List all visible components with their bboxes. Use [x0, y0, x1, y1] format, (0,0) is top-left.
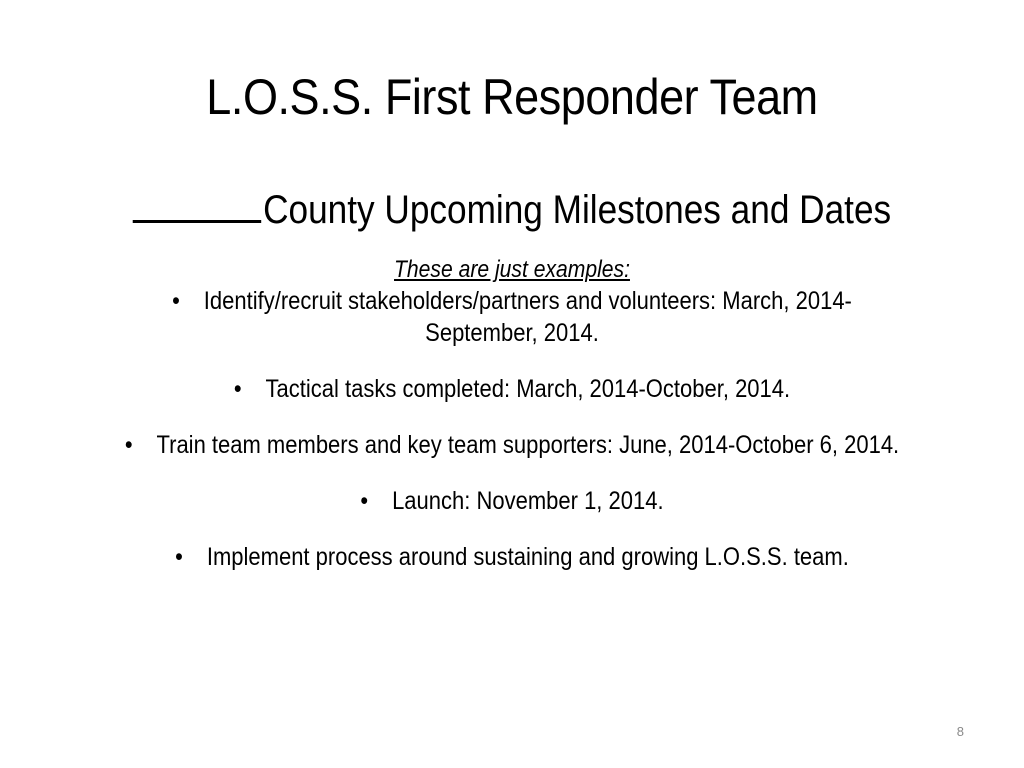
milestone-item [118, 429, 906, 461]
bullet-icon: • [172, 287, 180, 315]
bullet-icon: • [175, 543, 183, 571]
slide-content [118, 182, 906, 597]
milestone-item [118, 373, 906, 405]
bullet-icon: • [124, 431, 133, 459]
bullet-icon: • [233, 375, 242, 403]
milestone-text: Train team members and key team supporters: June, 2014-October 6, 2014. [156, 431, 900, 459]
milestone-text: Identify/recruit stakeholders/partners and volunteers: March, 2014-September, 2014. [203, 287, 852, 347]
milestone-text: Launch: November 1, 2014. [392, 487, 664, 515]
milestone-text: Tactical tasks completed: March, 2014-October, 2014. [265, 375, 791, 403]
subtitle-text: County Upcoming Milestones and Dates [263, 188, 892, 232]
page-number: 8 [956, 724, 964, 739]
milestone-item [118, 485, 906, 517]
bullet-icon: • [360, 487, 369, 515]
fill-in-blank [133, 182, 261, 223]
milestone-item [118, 541, 906, 573]
slide-title: L.O.S.S. First Responder Team [206, 69, 818, 125]
slide-subtitle [118, 182, 906, 237]
examples-note: These are just examples: [394, 256, 630, 283]
milestone-item [118, 285, 906, 349]
milestone-list [118, 285, 906, 573]
milestone-text: Implement process around sustaining and growing L.O.S.S. team. [206, 543, 849, 571]
